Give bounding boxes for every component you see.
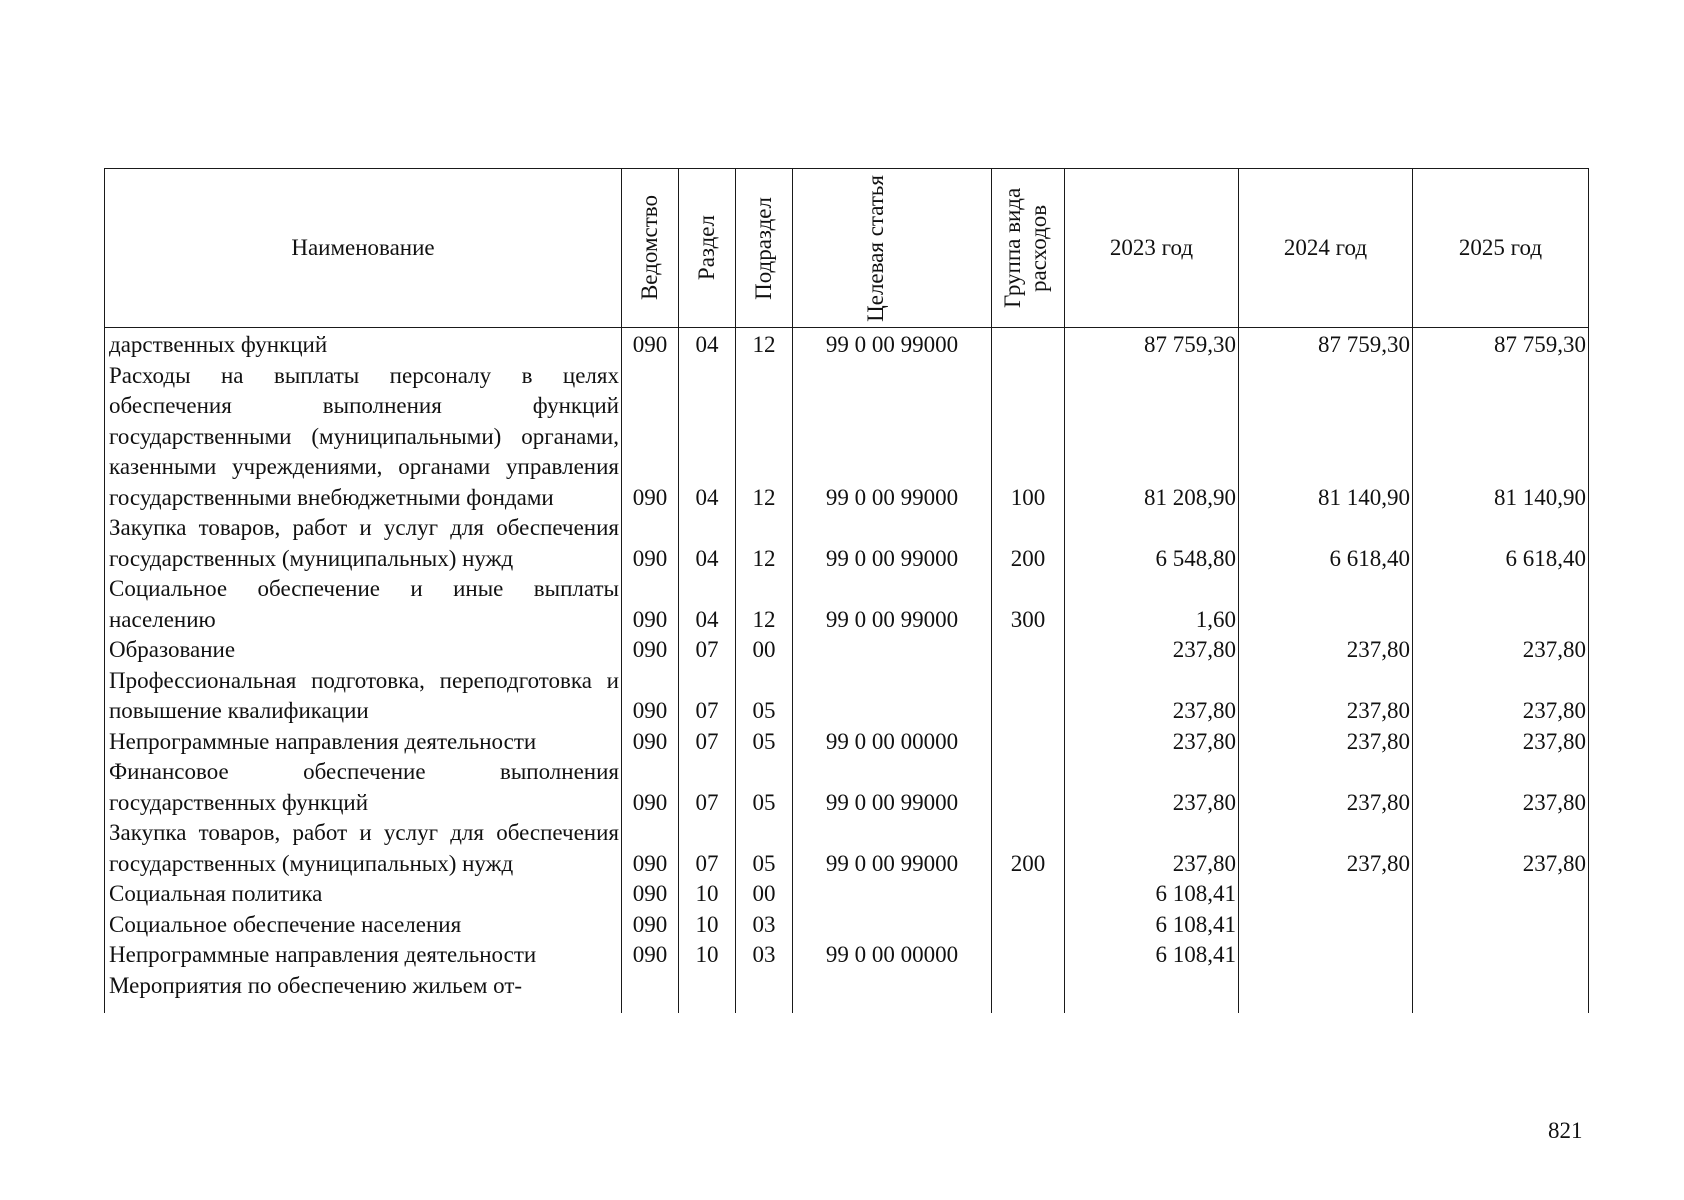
- cell-name: Профессиональная подготовка, переподготовка и повышение квалификации: [105, 666, 622, 727]
- cell-podrazdel: 03: [736, 940, 793, 971]
- cell-2024: [1239, 940, 1413, 971]
- budget-table: [104, 168, 1589, 1013]
- table-row: [105, 513, 1589, 574]
- cell-vedomstvo: [622, 971, 679, 1013]
- cell-2023: 237,80: [1065, 666, 1239, 727]
- cell-2024: 237,80: [1239, 757, 1413, 818]
- cell-podrazdel: 00: [736, 879, 793, 910]
- cell-celevaya: 99 0 00 99000: [793, 361, 992, 514]
- cell-2023: 237,80: [1065, 727, 1239, 758]
- cell-gruppa: [992, 328, 1065, 361]
- cell-name: Закупка товаров, работ и услуг для обеспечения государственных (муниципальных) нужд: [105, 818, 622, 879]
- cell-gruppa: 200: [992, 513, 1065, 574]
- header-2023-label: 2023 год: [1109, 234, 1194, 260]
- cell-razdel: 10: [679, 879, 736, 910]
- header-name: [105, 169, 622, 328]
- cell-vedomstvo: 090: [622, 361, 679, 514]
- cell-podrazdel: 05: [736, 727, 793, 758]
- cell-razdel: 07: [679, 635, 736, 666]
- cell-2024: 6 618,40: [1239, 513, 1413, 574]
- cell-2025: [1413, 879, 1589, 910]
- cell-vedomstvo: 090: [622, 574, 679, 635]
- header-celevaya-label: Целевая статья: [863, 174, 888, 322]
- cell-2023: 87 759,30: [1065, 328, 1239, 361]
- cell-2023: 237,80: [1065, 635, 1239, 666]
- header-2024-label: 2024 год: [1283, 234, 1368, 260]
- cell-razdel: 10: [679, 910, 736, 941]
- cell-vedomstvo: 090: [622, 757, 679, 818]
- header-2025-label: 2025 год: [1458, 234, 1543, 260]
- table-header: [105, 169, 1589, 328]
- cell-celevaya: [793, 910, 992, 941]
- cell-2023: 81 208,90: [1065, 361, 1239, 514]
- cell-gruppa: [992, 666, 1065, 727]
- cell-podrazdel: 05: [736, 818, 793, 879]
- cell-2024: [1239, 910, 1413, 941]
- cell-celevaya: 99 0 00 99000: [793, 818, 992, 879]
- cell-name: Закупка товаров, работ и услуг для обеспечения государственных (муниципальных) нужд: [105, 513, 622, 574]
- cell-celevaya: [793, 635, 992, 666]
- cell-2025: 81 140,90: [1413, 361, 1589, 514]
- table-row: [105, 574, 1589, 635]
- cell-gruppa: 100: [992, 361, 1065, 514]
- cell-2025: 237,80: [1413, 666, 1589, 727]
- cell-2025: 237,80: [1413, 727, 1589, 758]
- cell-name: Мероприятия по обеспечению жильем от-: [105, 971, 622, 1013]
- cell-2025: [1413, 574, 1589, 635]
- budget-table-sheet: [104, 168, 1588, 1013]
- table-row: [105, 879, 1589, 910]
- cell-razdel: 04: [679, 361, 736, 514]
- header-podrazdel: [736, 169, 793, 328]
- table-row: [105, 361, 1589, 514]
- cell-podrazdel: 05: [736, 757, 793, 818]
- header-celevaya: [793, 169, 992, 328]
- cell-gruppa: 200: [992, 818, 1065, 879]
- cell-podrazdel: 12: [736, 361, 793, 514]
- cell-2025: [1413, 971, 1589, 1013]
- cell-2023: 6 108,41: [1065, 879, 1239, 910]
- cell-razdel: 04: [679, 328, 736, 361]
- cell-celevaya: [793, 879, 992, 910]
- cell-vedomstvo: 090: [622, 635, 679, 666]
- cell-2024: [1239, 971, 1413, 1013]
- cell-gruppa: [992, 879, 1065, 910]
- cell-name: Непрограммные направления деятельности: [105, 940, 622, 971]
- cell-vedomstvo: 090: [622, 727, 679, 758]
- header-2023: [1065, 169, 1239, 328]
- table-body: [105, 328, 1589, 1013]
- cell-name: Финансовое обеспечение выполнения государственных функций: [105, 757, 622, 818]
- cell-gruppa: [992, 971, 1065, 1013]
- cell-vedomstvo: 090: [622, 940, 679, 971]
- cell-2024: 237,80: [1239, 666, 1413, 727]
- cell-2024: 237,80: [1239, 818, 1413, 879]
- cell-podrazdel: 03: [736, 910, 793, 941]
- cell-2024: 237,80: [1239, 727, 1413, 758]
- cell-podrazdel: 12: [736, 328, 793, 361]
- cell-vedomstvo: 090: [622, 910, 679, 941]
- cell-gruppa: 300: [992, 574, 1065, 635]
- page-number: 821: [1548, 1118, 1583, 1143]
- cell-podrazdel: 12: [736, 513, 793, 574]
- table-row: [105, 328, 1589, 361]
- table-row: [105, 818, 1589, 879]
- table-row: [105, 727, 1589, 758]
- table-row: [105, 666, 1589, 727]
- table-row: [105, 757, 1589, 818]
- cell-name: дарственных функций: [105, 328, 622, 361]
- table-row: [105, 910, 1589, 941]
- cell-celevaya: 99 0 00 99000: [793, 574, 992, 635]
- cell-vedomstvo: 090: [622, 879, 679, 910]
- cell-2023: 6 108,41: [1065, 940, 1239, 971]
- cell-celevaya: 99 0 00 00000: [793, 940, 992, 971]
- cell-vedomstvo: 090: [622, 513, 679, 574]
- cell-name: Социальное обеспечение населения: [105, 910, 622, 941]
- cell-celevaya: [793, 666, 992, 727]
- header-vedomstvo-label: Ведомство: [637, 195, 662, 301]
- cell-2023: 237,80: [1065, 818, 1239, 879]
- cell-podrazdel: [736, 971, 793, 1013]
- cell-razdel: 07: [679, 818, 736, 879]
- cell-2023: [1065, 971, 1239, 1013]
- cell-2025: 237,80: [1413, 757, 1589, 818]
- header-gruppa: [992, 169, 1065, 328]
- cell-razdel: [679, 971, 736, 1013]
- cell-name: Расходы на выплаты персоналу в целях обеспечения выполнения функций государственными (муниципальными) органами, казенными учреждениями, органами управления государственными внебюджетными фондами: [105, 361, 622, 514]
- cell-name: Социальная политика: [105, 879, 622, 910]
- header-name-label: Наименование: [291, 234, 435, 260]
- cell-2024: 81 140,90: [1239, 361, 1413, 514]
- header-razdel: [679, 169, 736, 328]
- cell-2023: 6 548,80: [1065, 513, 1239, 574]
- cell-2025: 6 618,40: [1413, 513, 1589, 574]
- cell-2025: [1413, 940, 1589, 971]
- cell-name: Образование: [105, 635, 622, 666]
- cell-razdel: 07: [679, 757, 736, 818]
- cell-2024: [1239, 574, 1413, 635]
- header-razdel-label: Раздел: [694, 215, 719, 281]
- cell-gruppa: [992, 635, 1065, 666]
- cell-razdel: 07: [679, 666, 736, 727]
- cell-gruppa: [992, 940, 1065, 971]
- table-row: [105, 635, 1589, 666]
- cell-razdel: 07: [679, 727, 736, 758]
- header-2024: [1239, 169, 1413, 328]
- cell-2023: 237,80: [1065, 757, 1239, 818]
- table-row: [105, 940, 1589, 971]
- header-gruppa-label: Группа вида расходов: [1000, 187, 1051, 309]
- cell-razdel: 04: [679, 574, 736, 635]
- cell-celevaya: 99 0 00 99000: [793, 757, 992, 818]
- cell-2025: [1413, 910, 1589, 941]
- cell-podrazdel: 00: [736, 635, 793, 666]
- cell-celevaya: 99 0 00 00000: [793, 727, 992, 758]
- cell-celevaya: 99 0 00 99000: [793, 328, 992, 361]
- cell-vedomstvo: 090: [622, 328, 679, 361]
- header-2025: [1413, 169, 1589, 328]
- cell-vedomstvo: 090: [622, 666, 679, 727]
- cell-gruppa: [992, 727, 1065, 758]
- cell-2025: 237,80: [1413, 818, 1589, 879]
- cell-celevaya: 99 0 00 99000: [793, 513, 992, 574]
- cell-2024: 87 759,30: [1239, 328, 1413, 361]
- table-row: [105, 971, 1589, 1013]
- cell-podrazdel: 05: [736, 666, 793, 727]
- cell-gruppa: [992, 910, 1065, 941]
- cell-podrazdel: 12: [736, 574, 793, 635]
- cell-2025: 237,80: [1413, 635, 1589, 666]
- cell-vedomstvo: 090: [622, 818, 679, 879]
- cell-2023: 6 108,41: [1065, 910, 1239, 941]
- header-vedomstvo: [622, 169, 679, 328]
- cell-2023: 1,60: [1065, 574, 1239, 635]
- cell-razdel: 10: [679, 940, 736, 971]
- cell-name: Непрограммные направления деятельности: [105, 727, 622, 758]
- cell-name: Социальное обеспечение и иные выплаты населению: [105, 574, 622, 635]
- cell-gruppa: [992, 757, 1065, 818]
- cell-celevaya: [793, 971, 992, 1013]
- cell-razdel: 04: [679, 513, 736, 574]
- cell-2025: 87 759,30: [1413, 328, 1589, 361]
- cell-2024: [1239, 879, 1413, 910]
- cell-2024: 237,80: [1239, 635, 1413, 666]
- header-podrazdel-label: Подраздел: [751, 196, 776, 300]
